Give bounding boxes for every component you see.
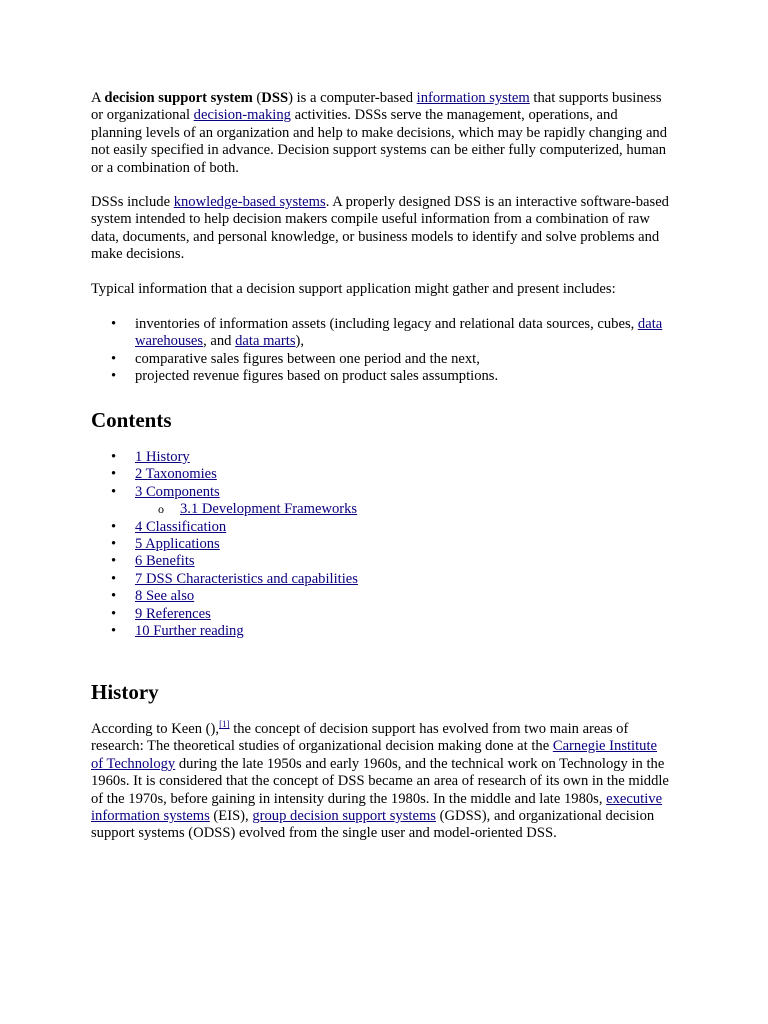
toc-item-further-reading xyxy=(91,623,358,640)
history-heading: History xyxy=(91,680,159,704)
toc-item-history xyxy=(91,449,358,466)
toc-link-components[interactable]: 3 Components xyxy=(135,483,220,500)
term-abbr-bold: DSS xyxy=(261,90,289,106)
text: , and xyxy=(203,333,236,350)
toc-link-see-also[interactable]: 8 See also xyxy=(135,588,195,605)
toc-link-taxonomies[interactable]: 2 Taxonomies xyxy=(135,466,217,483)
citation-link[interactable]: [1] xyxy=(219,719,230,729)
toc-item-applications xyxy=(91,536,358,553)
toc-item-references xyxy=(91,606,358,623)
second-paragraph xyxy=(91,194,671,264)
toc-item-benefits xyxy=(91,553,358,570)
toc-item-see-also xyxy=(91,588,358,605)
toc-link-benefits[interactable]: 6 Benefits xyxy=(135,553,195,570)
text: during the late 1950s and early 1960s, and the technical work on Technology in the 1960s. It is considered that the concept of DSS became an area of research of its own in the middle of the 1970s, before gaining in intensity during the 1980s. In the middle and late 1980s, xyxy=(91,755,669,807)
toc-link-further-reading[interactable]: 10 Further reading xyxy=(135,623,244,640)
text: the concept of decision support has evolved from two main areas of research: The theoretical studies of organizational decision making done at the xyxy=(91,721,629,755)
link-data-warehouses[interactable]: data warehouses xyxy=(135,316,663,350)
list-item: • comparative sales figures between one period and the next, xyxy=(91,351,671,368)
text: ), xyxy=(295,333,305,350)
list-item: • projected revenue figures based on product sales assumptions. xyxy=(91,368,671,385)
list-item xyxy=(91,316,671,351)
link-executive-information-systems[interactable]: executive information systems xyxy=(91,790,663,825)
link-data-marts[interactable]: data marts xyxy=(235,333,296,350)
text: (EIS), xyxy=(209,808,253,825)
text: activities. DSSs serve the management, operations, and planning levels of an organization and help to make decisions, which may be rapidly changing and not easily specified in advance. Decision support systems can be either fully computerized, human or a combination of both. xyxy=(91,107,668,176)
toc-link-references[interactable]: 9 References xyxy=(135,605,211,622)
text: DSSs include xyxy=(91,194,174,210)
text: ( xyxy=(252,90,262,106)
text: . A properly designed DSS is an interactive software-based system intended to help decision makers compile useful information from a combination of raw data, documents, and personal knowledge, or business models to identify and solve problems and make decisions. xyxy=(91,194,669,263)
toc-item-components xyxy=(91,484,358,501)
toc-item-classification xyxy=(91,519,358,536)
intro-paragraph xyxy=(91,90,671,177)
toc-item-taxonomies xyxy=(91,466,358,483)
toc-item-characteristics xyxy=(91,571,358,588)
toc-link-applications[interactable]: 5 Applications xyxy=(135,536,220,553)
history-paragraph xyxy=(91,721,671,843)
toc-link-characteristics[interactable]: 7 DSS Characteristics and capabilities xyxy=(135,570,358,587)
toc-link-classification[interactable]: 4 Classification xyxy=(135,518,227,535)
link-knowledge-based-systems[interactable]: knowledge-based systems xyxy=(173,194,326,210)
link-information-system[interactable]: information system xyxy=(416,90,530,106)
text: inventories of information assets (including legacy and relational data sources, cubes, xyxy=(135,316,638,332)
toc-link-development-frameworks[interactable]: 3.1 Development Frameworks xyxy=(180,501,358,518)
info-bullet-list xyxy=(91,316,671,386)
toc-item-development-frameworks xyxy=(91,501,358,518)
text: ) is a computer-based xyxy=(288,90,417,106)
text: According to Keen (), xyxy=(91,721,220,737)
link-group-decision-support-systems[interactable]: group decision support systems xyxy=(252,808,436,825)
table-of-contents xyxy=(91,449,358,640)
text: A xyxy=(91,90,105,106)
contents-heading: Contents xyxy=(91,408,172,432)
text: that supports business or organizational xyxy=(91,90,662,124)
third-paragraph: Typical information that a decision support application might gather and present includes: xyxy=(91,281,616,297)
term-bold: decision support system xyxy=(104,90,253,106)
link-carnegie-institute[interactable]: Carnegie Institute of Technology xyxy=(91,738,657,772)
link-decision-making[interactable]: decision-making xyxy=(193,107,291,124)
text: (GDSS), and organizational decision support systems (ODSS) evolved from the single user and model-oriented DSS. xyxy=(91,808,655,842)
toc-link-history[interactable]: 1 History xyxy=(135,449,190,465)
